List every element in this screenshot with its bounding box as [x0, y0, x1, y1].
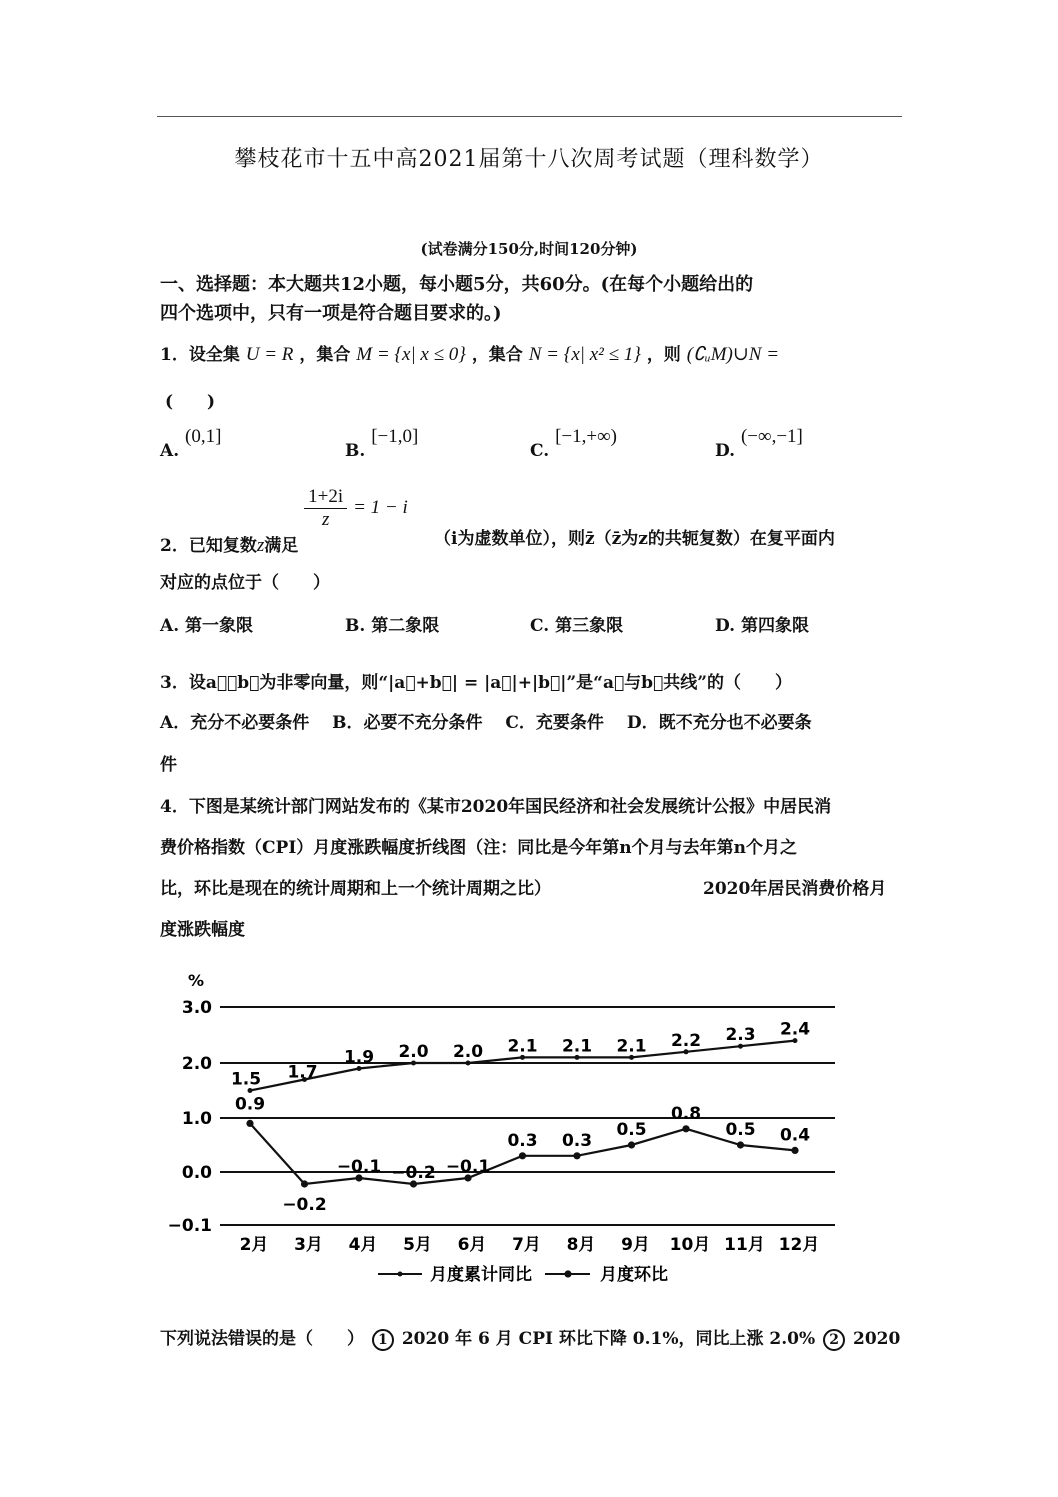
- data-label: 2.1: [507, 1036, 538, 1057]
- legend-label-cumulative: 月度累计同比: [430, 1265, 532, 1285]
- data-point: [246, 1120, 253, 1127]
- q2-z: z: [256, 535, 265, 556]
- y-tick-label: 0.0: [181, 1163, 212, 1183]
- q1-option-c-value: [−1,+∞): [555, 426, 617, 447]
- chart-y-unit: %: [188, 971, 205, 990]
- data-label: 1.9: [343, 1047, 375, 1068]
- x-tick-label: 6月: [457, 1235, 487, 1255]
- q2-option-c-label: C.: [530, 616, 550, 636]
- q1-universal-set: U = R: [245, 344, 294, 365]
- q4-line4: 度涨跌幅度: [160, 920, 245, 940]
- data-label: −0.1: [445, 1157, 491, 1177]
- q1-set-m: M = {x| x ≤ 0}: [356, 344, 466, 365]
- data-label: 0.8: [670, 1103, 702, 1124]
- data-label: 2.0: [452, 1042, 484, 1062]
- x-tick-label: 3月: [294, 1235, 323, 1255]
- q2-option-a: [160, 611, 253, 636]
- data-label: 0.4: [779, 1125, 811, 1146]
- data-label: 0.9: [234, 1094, 266, 1115]
- data-label: −0.2: [391, 1163, 436, 1183]
- q3-options: A．充分不必要条件 B．必要不充分条件 C．充要条件 D．既不充分也不必要条: [160, 713, 812, 733]
- q1-lead: 1．设全集: [160, 345, 240, 365]
- data-label: 1.7: [287, 1062, 318, 1083]
- y-tick-label: −0.1: [167, 1216, 212, 1236]
- q1-expression: (∁ᵤM)∪N =: [686, 344, 780, 365]
- x-tick-label: 5月: [403, 1235, 432, 1255]
- q1-option-b: [345, 426, 419, 462]
- q4-line3-right: 2020年居民消费价格月: [703, 879, 887, 899]
- data-label: 0.5: [616, 1120, 647, 1140]
- data-point: [791, 1147, 798, 1154]
- cpi-line-chart: [150, 960, 870, 1300]
- page-title: 攀枝花市十五中高2021届第十八次周考试题（理科数学）: [234, 147, 824, 172]
- data-point: [519, 1152, 526, 1159]
- data-label: −0.1: [336, 1157, 382, 1177]
- data-label: 0.3: [561, 1130, 593, 1151]
- data-point: [628, 1141, 635, 1148]
- y-tick-label: 2.0: [181, 1054, 212, 1074]
- data-point: [301, 1180, 308, 1187]
- data-point: [573, 1152, 580, 1159]
- q3-options-wrap: 件: [160, 755, 177, 775]
- data-label: −0.2: [282, 1195, 327, 1215]
- q1-set-m-label: ，集合: [299, 345, 351, 365]
- q2-rhs: = 1 − i: [353, 497, 408, 518]
- x-tick-label: 4月: [348, 1235, 378, 1255]
- x-tick-label: 11月: [724, 1235, 765, 1255]
- data-label: 2.2: [670, 1030, 702, 1051]
- q4-line3-left: 比，环比是现在的统计周期和上一个统计周期之比）: [160, 879, 551, 899]
- x-tick-label: 9月: [621, 1235, 650, 1255]
- q2-fraction-denominator: z: [321, 509, 330, 530]
- q1-option-c-label: C.: [530, 441, 550, 461]
- statement-1-marker: 1: [372, 1329, 394, 1351]
- question-3: 3．设a⃗，b⃗为非零向量，则“|a⃗+b⃗| = |a⃗|+|b⃗|”是“a⃗与b⃗共线”的（ ）: [160, 673, 793, 693]
- q2-option-a-label: A.: [160, 616, 180, 636]
- x-tick-label: 8月: [566, 1235, 596, 1255]
- data-label: 2.3: [725, 1025, 756, 1046]
- q2-line1-rest: （i为虚数单位），则z̄（z̄为z的共轭复数）在复平面内: [434, 529, 835, 549]
- data-point: [682, 1125, 689, 1132]
- question-2: [160, 486, 408, 556]
- data-label: 2.4: [779, 1019, 811, 1040]
- q2-option-c: [530, 611, 623, 636]
- data-label: 2.1: [616, 1036, 647, 1057]
- q1-option-d-value: (−∞,−1]: [740, 426, 803, 447]
- section-heading-line1: 一、选择题：本大题共12小题，每小题5分，共60分。(在每个小题给出的: [160, 274, 754, 295]
- y-tick-label: 1.0: [181, 1109, 212, 1129]
- statement-2-text: 2020: [852, 1329, 901, 1349]
- q1-then: ，则: [646, 345, 681, 365]
- q2-lead: 2．已知复数: [160, 536, 257, 556]
- q2-line2: 对应的点位于（ ）: [160, 573, 330, 593]
- q1-option-d: [715, 426, 803, 462]
- data-label: 2.1: [561, 1036, 593, 1057]
- legend-marker-cumulative: [398, 1272, 403, 1277]
- data-label: 0.3: [507, 1130, 538, 1151]
- question-1: [160, 340, 779, 366]
- q4-statement-line: [160, 1324, 900, 1351]
- q1-option-a-label: A.: [160, 441, 180, 461]
- legend-marker-mom: [564, 1270, 571, 1277]
- q4-bottom-lead: 下列说法错误的是（ ）: [160, 1329, 364, 1349]
- q2-fraction: [304, 486, 347, 531]
- q1-option-a: [160, 426, 222, 462]
- q1-option-b-label: B.: [345, 441, 366, 461]
- q4-line2: 费价格指数（CPI）月度涨跌幅度折线图（注：同比是今年第n个月与去年第n个月之: [160, 838, 797, 858]
- data-label: 1.5: [230, 1069, 262, 1090]
- x-tick-label: 7月: [512, 1235, 541, 1255]
- q1-option-b-value: [−1,0]: [371, 426, 419, 447]
- section-heading-line2: 四个选项中，只有一项是符合题目要求的。): [160, 303, 502, 324]
- x-tick-label: 12月: [778, 1235, 820, 1255]
- data-label: 0.5: [725, 1120, 756, 1140]
- y-tick-label: 3.0: [181, 998, 212, 1018]
- q2-option-a-value: 第一象限: [185, 616, 254, 636]
- q1-set-n-label: ，集合: [471, 345, 523, 365]
- q2-option-d: [715, 611, 809, 636]
- q2-satisfy: 满足: [264, 536, 299, 556]
- q4-line1: 4．下图是某统计部门网站发布的《某市2020年国民经济和社会发展统计公报》中居民消: [160, 797, 832, 817]
- exam-info: (试卷满分150分,时间120分钟): [420, 240, 638, 258]
- header-rule: [157, 116, 902, 117]
- x-tick-label: 2月: [239, 1235, 269, 1255]
- q2-option-d-value: 第四象限: [740, 616, 809, 636]
- data-point: [737, 1141, 744, 1148]
- q2-option-b-label: B.: [345, 616, 366, 636]
- q2-option-b-value: 第二象限: [371, 616, 440, 636]
- q2-fraction-numerator: 1+2i: [304, 486, 347, 509]
- q2-option-c-value: 第三象限: [555, 616, 624, 636]
- q1-answer-paren: ( ): [165, 392, 216, 412]
- q1-option-d-label: D.: [715, 441, 736, 461]
- q2-option-d-label: D.: [715, 616, 736, 636]
- data-label: 2.0: [398, 1042, 429, 1062]
- q1-set-n: N = {x| x² ≤ 1}: [528, 344, 641, 365]
- q2-option-b: [345, 611, 439, 636]
- legend-label-mom: 月度环比: [600, 1265, 668, 1285]
- q1-option-a-value: (0,1]: [185, 426, 222, 447]
- x-tick-label: 10月: [669, 1235, 711, 1255]
- q1-option-c: [530, 426, 617, 462]
- statement-1-text: 2020 年 6 月 CPI 环比下降 0.1%，同比上涨 2.0%: [401, 1329, 816, 1349]
- statement-2-marker: 2: [823, 1329, 845, 1351]
